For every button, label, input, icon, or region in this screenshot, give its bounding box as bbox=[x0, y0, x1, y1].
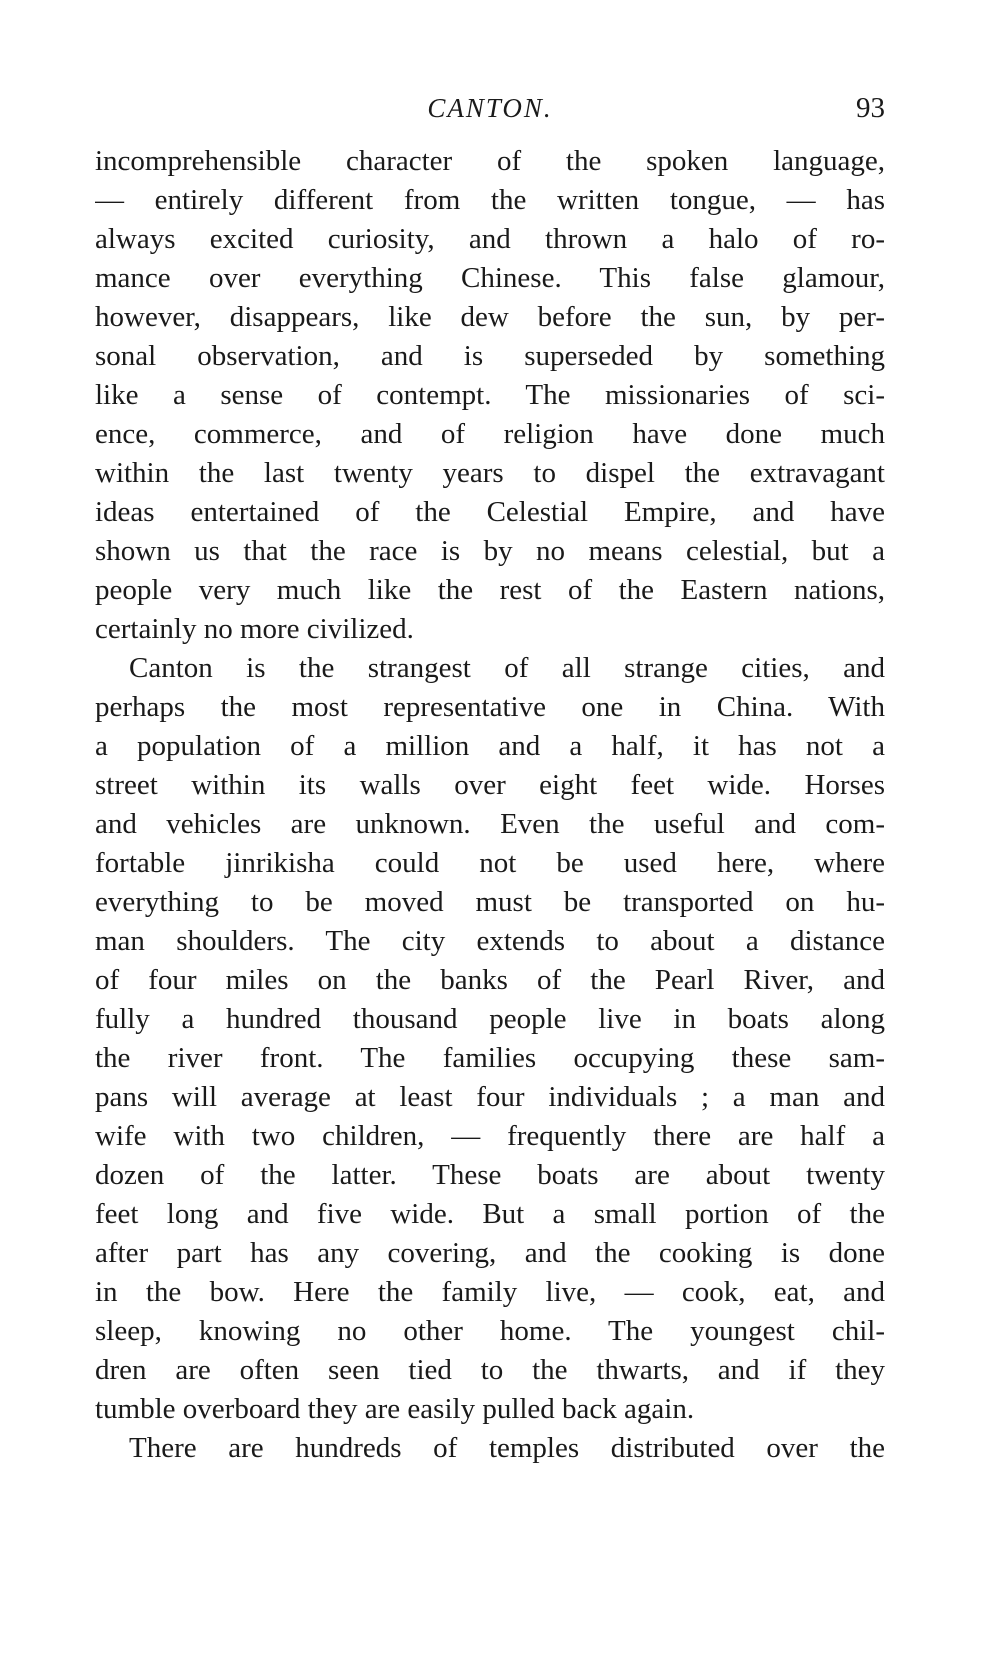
text-line: perhaps the most representative one in China. With bbox=[95, 691, 885, 723]
text-line: after part has any covering, and the cooking is done bbox=[95, 1237, 885, 1269]
text-line: fully a hundred thousand people live in boats along bbox=[95, 1003, 885, 1035]
paragraph bbox=[95, 649, 885, 1429]
text-line: everything to be moved must be transported on hu- bbox=[95, 886, 885, 918]
body-text bbox=[95, 142, 885, 1468]
text-line: ideas entertained of the Celestial Empire, and have bbox=[95, 496, 885, 528]
text-line: man shoulders. The city extends to about a distance bbox=[95, 925, 885, 957]
text-line: Canton is the strangest of all strange cities, and bbox=[129, 652, 885, 684]
paragraph bbox=[95, 1429, 885, 1468]
text-line: pans will average at least four individuals ; a man and bbox=[95, 1081, 885, 1113]
text-line: — entirely different from the written tongue, — has bbox=[95, 184, 885, 216]
paragraph bbox=[95, 142, 885, 649]
text-line: street within its walls over eight feet wide. Horses bbox=[95, 769, 885, 801]
text-line: always excited curiosity, and thrown a halo of ro- bbox=[95, 223, 885, 255]
text-line: fortable jinrikisha could not be used here, where bbox=[95, 847, 885, 879]
text-line: shown us that the race is by no means celestial, but a bbox=[95, 535, 885, 567]
text-line: people very much like the rest of the Eastern nations, bbox=[95, 574, 885, 606]
text-line: like a sense of contempt. The missionaries of sci- bbox=[95, 379, 885, 411]
text-line: There are hundreds of temples distributed over the bbox=[129, 1432, 885, 1464]
text-line: sonal observation, and is superseded by something bbox=[95, 340, 885, 372]
text-line: dren are often seen tied to the thwarts, and if they bbox=[95, 1354, 885, 1386]
text-line: feet long and five wide. But a small portion of the bbox=[95, 1198, 885, 1230]
text-line: sleep, knowing no other home. The youngest chil- bbox=[95, 1315, 885, 1347]
text-line: however, disappears, like dew before the sun, by per- bbox=[95, 301, 885, 333]
text-line: certainly no more civilized. bbox=[95, 613, 414, 645]
text-line: incomprehensible character of the spoken language, bbox=[95, 145, 885, 177]
text-line: and vehicles are unknown. Even the useful and com- bbox=[95, 808, 885, 840]
text-line: ence, commerce, and of religion have done much bbox=[95, 418, 885, 450]
text-line: wife with two children, — frequently there are half a bbox=[95, 1120, 885, 1152]
running-head bbox=[95, 88, 885, 128]
running-title: CANTON. bbox=[427, 93, 553, 123]
text-line: a population of a million and a half, it has not a bbox=[95, 730, 885, 762]
text-line: the river front. The families occupying these sam- bbox=[95, 1042, 885, 1074]
text-line: mance over everything Chinese. This false glamour, bbox=[95, 262, 885, 294]
text-line: of four miles on the banks of the Pearl River, and bbox=[95, 964, 885, 996]
text-line: tumble overboard they are easily pulled back again. bbox=[95, 1393, 695, 1425]
page-number: 93 bbox=[856, 92, 885, 124]
text-line: in the bow. Here the family live, — cook, eat, and bbox=[95, 1276, 885, 1308]
text-line: dozen of the latter. These boats are about twenty bbox=[95, 1159, 885, 1191]
text-line: within the last twenty years to dispel the extravagant bbox=[95, 457, 885, 489]
